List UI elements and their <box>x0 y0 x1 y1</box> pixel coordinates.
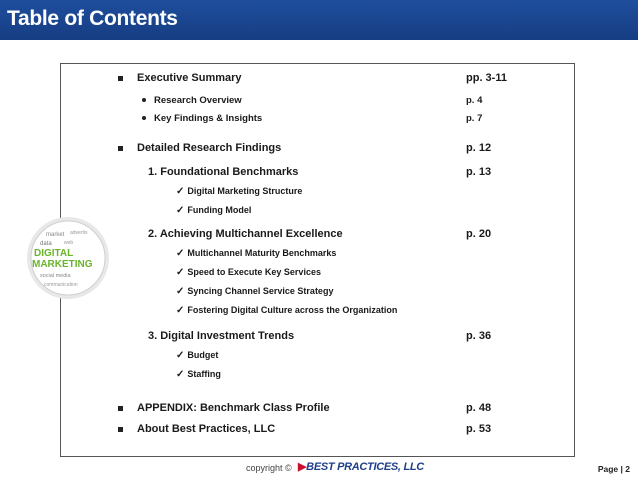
title-bar <box>0 0 638 40</box>
toc-page-multichannel: p. 20 <box>466 228 492 240</box>
toc-label: Staffing <box>187 369 221 379</box>
square-bullet-icon <box>118 427 123 432</box>
checkmark-icon: ✓ <box>176 286 185 297</box>
svg-text:data: data <box>40 241 52 247</box>
toc-label: Fostering Digital Culture across the Organization <box>187 305 398 315</box>
toc-label: Funding Model <box>187 205 252 215</box>
page-number: Page | 2 <box>597 464 630 474</box>
toc-item-investment[interactable]: 3. Digital Investment Trends <box>148 330 295 342</box>
page-title: Table of Contents <box>7 7 178 30</box>
toc-label: Multichannel Maturity Benchmarks <box>187 248 337 258</box>
toc-label: Research Overview <box>154 95 242 106</box>
svg-text:web: web <box>64 240 74 246</box>
toc-page-research-overview: p. 4 <box>466 95 483 106</box>
checkmark-icon: ✓ <box>176 248 185 259</box>
copyright-text: copyright © <box>246 463 292 473</box>
svg-text:communication: communication <box>44 282 78 288</box>
toc-item-syncing[interactable] <box>176 286 333 297</box>
toc-label: Budget <box>187 350 219 360</box>
square-bullet-icon <box>118 146 123 151</box>
toc-item-dm-structure[interactable] <box>176 186 302 197</box>
digital-marketing-logo <box>26 216 110 300</box>
checkmark-icon: ✓ <box>176 305 185 316</box>
best-practices-logo <box>298 460 424 473</box>
toc-item-maturity[interactable] <box>176 248 336 259</box>
svg-text:market: market <box>46 232 65 238</box>
logo-text: BEST PRACTICES, LLC <box>306 461 424 473</box>
toc-page-executive-summary: pp. 3-11 <box>466 72 507 84</box>
arrow-icon: ▶ <box>298 461 307 473</box>
square-bullet-icon <box>118 406 123 411</box>
toc-label: Digital Marketing Structure <box>187 186 303 196</box>
toc-item-key-findings[interactable] <box>142 113 262 124</box>
square-bullet-icon <box>118 76 123 81</box>
toc-item-culture[interactable] <box>176 305 397 316</box>
checkmark-icon: ✓ <box>176 267 185 278</box>
toc-label: Key Findings & Insights <box>154 113 263 124</box>
svg-text:social media: social media <box>40 273 71 279</box>
checkmark-icon: ✓ <box>176 369 185 380</box>
toc-label: Speed to Execute Key Services <box>187 267 321 277</box>
toc-label: Syncing Channel Service Strategy <box>187 286 334 296</box>
toc-item-appendix[interactable] <box>118 402 330 414</box>
toc-page-investment: p. 36 <box>466 330 492 342</box>
toc-label: About Best Practices, LLC <box>137 423 276 435</box>
toc-page-foundational: p. 13 <box>466 166 492 178</box>
toc-item-budget[interactable] <box>176 350 218 361</box>
svg-text:advertis: advertis <box>70 230 88 236</box>
toc-box <box>60 63 575 457</box>
checkmark-icon: ✓ <box>176 186 185 197</box>
toc-label: Executive Summary <box>137 72 242 84</box>
toc-item-research-overview[interactable] <box>142 95 242 106</box>
toc-item-foundational[interactable]: 1. Foundational Benchmarks <box>148 166 299 178</box>
toc-page-key-findings: p. 7 <box>466 113 483 124</box>
checkmark-icon: ✓ <box>176 205 185 216</box>
toc-item-speed[interactable] <box>176 267 321 278</box>
toc-item-detailed-findings[interactable] <box>118 142 281 154</box>
toc-label: Detailed Research Findings <box>137 142 282 154</box>
toc-label: APPENDIX: Benchmark Class Profile <box>137 402 330 414</box>
toc-item-about[interactable] <box>118 423 275 435</box>
toc-item-funding-model[interactable] <box>176 205 251 216</box>
toc-item-executive-summary[interactable] <box>118 72 242 84</box>
round-bullet-icon <box>142 116 146 120</box>
toc-page-appendix: p. 48 <box>466 402 492 414</box>
round-bullet-icon <box>142 98 146 102</box>
toc-page-detailed-findings: p. 12 <box>466 142 492 154</box>
checkmark-icon: ✓ <box>176 350 185 361</box>
svg-text:MARKETING: MARKETING <box>32 259 93 270</box>
toc-item-multichannel[interactable]: 2. Achieving Multichannel Excellence <box>148 228 343 240</box>
toc-item-staffing[interactable] <box>176 369 221 380</box>
toc-page-about: p. 53 <box>466 423 492 435</box>
svg-text:DIGITAL: DIGITAL <box>34 248 74 259</box>
